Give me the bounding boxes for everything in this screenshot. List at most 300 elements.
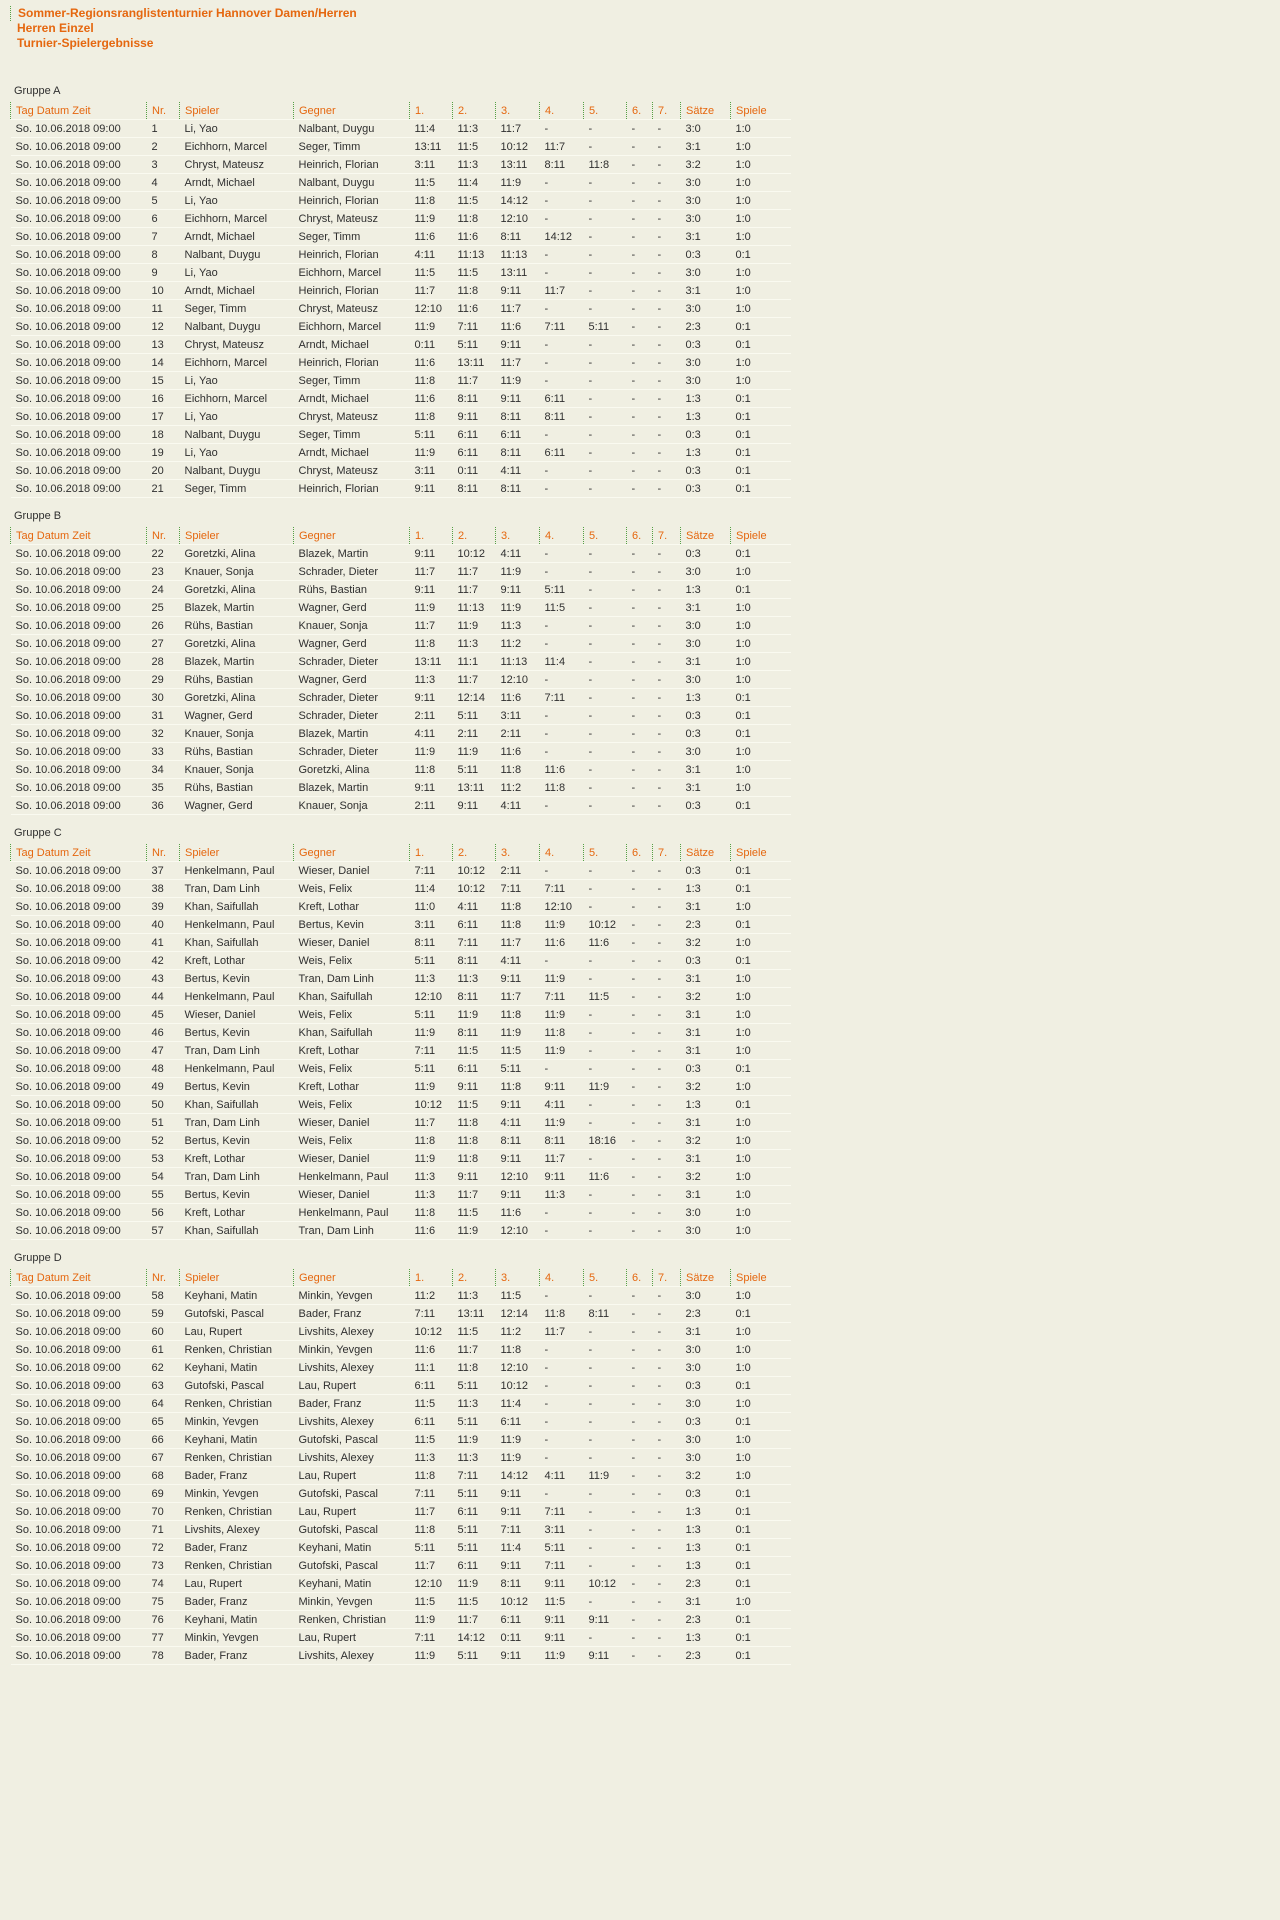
cell-set2: 11:8 bbox=[453, 1114, 496, 1132]
cell-gegner: Heinrich, Florian bbox=[294, 192, 410, 210]
cell-spiele: 0:1 bbox=[731, 880, 791, 898]
cell-set5: - bbox=[584, 1204, 627, 1222]
cell-date: So. 10.06.2018 09:00 bbox=[11, 599, 147, 617]
cell-spiele: 1:0 bbox=[731, 354, 791, 372]
cell-saetze: 1:3 bbox=[681, 1503, 731, 1521]
cell-spieler: Gutofski, Pascal bbox=[180, 1305, 294, 1323]
column-header-set5: 5. bbox=[584, 527, 627, 545]
cell-set5: - bbox=[584, 1006, 627, 1024]
cell-nr: 4 bbox=[147, 174, 180, 192]
column-header-set5: 5. bbox=[584, 1269, 627, 1287]
cell-set1: 11:9 bbox=[410, 444, 453, 462]
cell-spiele: 1:0 bbox=[731, 1078, 791, 1096]
cell-set1: 7:11 bbox=[410, 1042, 453, 1060]
cell-set2: 11:8 bbox=[453, 210, 496, 228]
cell-set2: 13:11 bbox=[453, 1305, 496, 1323]
cell-date: So. 10.06.2018 09:00 bbox=[11, 797, 147, 815]
cell-gegner: Blazek, Martin bbox=[294, 779, 410, 797]
cell-set1: 11:8 bbox=[410, 1521, 453, 1539]
match-row-68 bbox=[11, 1467, 791, 1485]
cell-nr: 5 bbox=[147, 192, 180, 210]
cell-set3: 11:8 bbox=[496, 1341, 540, 1359]
cell-set1: 7:11 bbox=[410, 862, 453, 880]
cell-spieler: Eichhorn, Marcel bbox=[180, 210, 294, 228]
match-row-23 bbox=[11, 563, 791, 581]
match-row-24 bbox=[11, 581, 791, 599]
cell-set5: - bbox=[584, 1060, 627, 1078]
column-header-set6: 6. bbox=[627, 102, 653, 120]
cell-spieler: Gutofski, Pascal bbox=[180, 1377, 294, 1395]
cell-set3: 13:11 bbox=[496, 156, 540, 174]
column-header-gegner: Gegner bbox=[294, 1269, 410, 1287]
cell-set5: - bbox=[584, 354, 627, 372]
cell-set5: - bbox=[584, 1485, 627, 1503]
cell-spiele: 0:1 bbox=[731, 862, 791, 880]
cell-spiele: 1:0 bbox=[731, 156, 791, 174]
cell-nr: 23 bbox=[147, 563, 180, 581]
cell-nr: 25 bbox=[147, 599, 180, 617]
cell-spiele: 1:0 bbox=[731, 743, 791, 761]
cell-gegner: Kreft, Lothar bbox=[294, 898, 410, 916]
cell-set4: 14:12 bbox=[540, 228, 584, 246]
cell-spiele: 1:0 bbox=[731, 671, 791, 689]
column-header-set4: 4. bbox=[540, 1269, 584, 1287]
match-row-11 bbox=[11, 300, 791, 318]
cell-date: So. 10.06.2018 09:00 bbox=[11, 1359, 147, 1377]
cell-gegner: Arndt, Michael bbox=[294, 390, 410, 408]
cell-saetze: 1:3 bbox=[681, 1539, 731, 1557]
cell-set1: 11:9 bbox=[410, 1611, 453, 1629]
cell-spiele: 0:1 bbox=[731, 689, 791, 707]
cell-set4: - bbox=[540, 480, 584, 498]
cell-saetze: 3:1 bbox=[681, 1024, 731, 1042]
cell-set2: 11:7 bbox=[453, 372, 496, 390]
cell-set7: - bbox=[653, 210, 681, 228]
cell-set1: 11:6 bbox=[410, 228, 453, 246]
cell-spieler: Renken, Christian bbox=[180, 1449, 294, 1467]
cell-set5: - bbox=[584, 599, 627, 617]
cell-date: So. 10.06.2018 09:00 bbox=[11, 1114, 147, 1132]
cell-set1: 11:5 bbox=[410, 174, 453, 192]
cell-gegner: Blazek, Martin bbox=[294, 725, 410, 743]
cell-set3: 13:11 bbox=[496, 264, 540, 282]
cell-set3: 9:11 bbox=[496, 390, 540, 408]
column-header-set4: 4. bbox=[540, 844, 584, 862]
cell-spiele: 0:1 bbox=[731, 480, 791, 498]
cell-set5: - bbox=[584, 970, 627, 988]
cell-set3: 10:12 bbox=[496, 1377, 540, 1395]
cell-saetze: 2:3 bbox=[681, 1611, 731, 1629]
cell-set1: 11:8 bbox=[410, 1467, 453, 1485]
cell-gegner: Bader, Franz bbox=[294, 1395, 410, 1413]
cell-saetze: 3:0 bbox=[681, 354, 731, 372]
cell-set3: 11:3 bbox=[496, 617, 540, 635]
column-header-nr: Nr. bbox=[147, 527, 180, 545]
cell-set6: - bbox=[627, 988, 653, 1006]
cell-set6: - bbox=[627, 1060, 653, 1078]
cell-set3: 4:11 bbox=[496, 462, 540, 480]
column-header-set3: 3. bbox=[496, 527, 540, 545]
cell-nr: 64 bbox=[147, 1395, 180, 1413]
cell-date: So. 10.06.2018 09:00 bbox=[11, 408, 147, 426]
cell-saetze: 1:3 bbox=[681, 880, 731, 898]
cell-set6: - bbox=[627, 1078, 653, 1096]
cell-gegner: Bertus, Kevin bbox=[294, 916, 410, 934]
cell-set1: 11:9 bbox=[410, 1647, 453, 1665]
cell-set6: - bbox=[627, 797, 653, 815]
cell-set1: 11:7 bbox=[410, 1503, 453, 1521]
cell-set2: 11:3 bbox=[453, 1449, 496, 1467]
match-row-77 bbox=[11, 1629, 791, 1647]
cell-set1: 11:9 bbox=[410, 210, 453, 228]
cell-spieler: Arndt, Michael bbox=[180, 282, 294, 300]
cell-set6: - bbox=[627, 246, 653, 264]
cell-set1: 0:11 bbox=[410, 336, 453, 354]
cell-saetze: 3:2 bbox=[681, 1078, 731, 1096]
cell-spieler: Rühs, Bastian bbox=[180, 617, 294, 635]
match-row-65 bbox=[11, 1413, 791, 1431]
cell-date: So. 10.06.2018 09:00 bbox=[11, 1042, 147, 1060]
cell-spiele: 0:1 bbox=[731, 444, 791, 462]
cell-set4: - bbox=[540, 1341, 584, 1359]
cell-date: So. 10.06.2018 09:00 bbox=[11, 970, 147, 988]
match-row-72 bbox=[11, 1539, 791, 1557]
table-header-row bbox=[11, 1269, 791, 1287]
cell-date: So. 10.06.2018 09:00 bbox=[11, 1006, 147, 1024]
cell-set5: - bbox=[584, 390, 627, 408]
cell-set4: 11:9 bbox=[540, 1006, 584, 1024]
cell-set7: - bbox=[653, 761, 681, 779]
cell-set5: - bbox=[584, 282, 627, 300]
match-row-59 bbox=[11, 1305, 791, 1323]
report-title: Turnier-Spielergebnisse bbox=[17, 36, 154, 50]
cell-set6: - bbox=[627, 1114, 653, 1132]
cell-saetze: 0:3 bbox=[681, 1413, 731, 1431]
match-row-27 bbox=[11, 635, 791, 653]
cell-spieler: Arndt, Michael bbox=[180, 228, 294, 246]
cell-date: So. 10.06.2018 09:00 bbox=[11, 1611, 147, 1629]
cell-set4: - bbox=[540, 426, 584, 444]
cell-set7: - bbox=[653, 1521, 681, 1539]
column-header-set1: 1. bbox=[410, 1269, 453, 1287]
cell-gegner: Tran, Dam Linh bbox=[294, 970, 410, 988]
cell-date: So. 10.06.2018 09:00 bbox=[11, 862, 147, 880]
column-header-gegner: Gegner bbox=[294, 102, 410, 120]
cell-set6: - bbox=[627, 1575, 653, 1593]
cell-set3: 9:11 bbox=[496, 1096, 540, 1114]
cell-spieler: Henkelmann, Paul bbox=[180, 916, 294, 934]
cell-spiele: 0:1 bbox=[731, 1557, 791, 1575]
cell-spiele: 0:1 bbox=[731, 1305, 791, 1323]
cell-saetze: 0:3 bbox=[681, 1060, 731, 1078]
cell-nr: 8 bbox=[147, 246, 180, 264]
cell-set2: 11:8 bbox=[453, 1132, 496, 1150]
cell-spieler: Keyhani, Matin bbox=[180, 1431, 294, 1449]
cell-nr: 21 bbox=[147, 480, 180, 498]
cell-set5: - bbox=[584, 1539, 627, 1557]
cell-set1: 11:8 bbox=[410, 635, 453, 653]
column-header-set6: 6. bbox=[627, 1269, 653, 1287]
cell-spiele: 1:0 bbox=[731, 563, 791, 581]
cell-spieler: Tran, Dam Linh bbox=[180, 880, 294, 898]
cell-set7: - bbox=[653, 1168, 681, 1186]
cell-set1: 11:3 bbox=[410, 671, 453, 689]
match-row-12 bbox=[11, 318, 791, 336]
cell-set4: 5:11 bbox=[540, 581, 584, 599]
cell-set5: - bbox=[584, 372, 627, 390]
cell-set2: 11:7 bbox=[453, 563, 496, 581]
table-body bbox=[11, 862, 791, 1240]
match-row-37 bbox=[11, 862, 791, 880]
cell-spiele: 0:1 bbox=[731, 1575, 791, 1593]
cell-set2: 11:5 bbox=[453, 1042, 496, 1060]
cell-set1: 4:11 bbox=[410, 725, 453, 743]
cell-set7: - bbox=[653, 1503, 681, 1521]
cell-set6: - bbox=[627, 761, 653, 779]
cell-set7: - bbox=[653, 563, 681, 581]
cell-date: So. 10.06.2018 09:00 bbox=[11, 689, 147, 707]
cell-set6: - bbox=[627, 1341, 653, 1359]
cell-saetze: 3:1 bbox=[681, 653, 731, 671]
column-header-set2: 2. bbox=[453, 527, 496, 545]
page-title-block bbox=[10, 6, 810, 51]
cell-spieler: Nalbant, Duygu bbox=[180, 426, 294, 444]
cell-nr: 42 bbox=[147, 952, 180, 970]
cell-saetze: 3:1 bbox=[681, 761, 731, 779]
cell-set1: 11:6 bbox=[410, 1222, 453, 1240]
cell-set3: 11:8 bbox=[496, 761, 540, 779]
cell-set7: - bbox=[653, 1323, 681, 1341]
cell-set1: 11:1 bbox=[410, 1359, 453, 1377]
cell-spiele: 1:0 bbox=[731, 1449, 791, 1467]
table-body bbox=[11, 120, 791, 498]
cell-spiele: 1:0 bbox=[731, 1287, 791, 1305]
cell-set3: 11:8 bbox=[496, 1078, 540, 1096]
match-row-50 bbox=[11, 1096, 791, 1114]
column-header-nr: Nr. bbox=[147, 1269, 180, 1287]
column-header-set2: 2. bbox=[453, 102, 496, 120]
cell-set7: - bbox=[653, 246, 681, 264]
cell-set3: 9:11 bbox=[496, 1503, 540, 1521]
cell-spieler: Li, Yao bbox=[180, 372, 294, 390]
column-header-set1: 1. bbox=[410, 102, 453, 120]
cell-set6: - bbox=[627, 581, 653, 599]
cell-set2: 2:11 bbox=[453, 725, 496, 743]
cell-spieler: Nalbant, Duygu bbox=[180, 462, 294, 480]
cell-saetze: 3:0 bbox=[681, 192, 731, 210]
cell-set2: 11:3 bbox=[453, 635, 496, 653]
cell-set2: 7:11 bbox=[453, 318, 496, 336]
cell-set1: 11:7 bbox=[410, 563, 453, 581]
cell-date: So. 10.06.2018 09:00 bbox=[11, 1341, 147, 1359]
cell-set5: - bbox=[584, 1431, 627, 1449]
cell-spieler: Keyhani, Matin bbox=[180, 1287, 294, 1305]
cell-set5: - bbox=[584, 1222, 627, 1240]
cell-spiele: 1:0 bbox=[731, 599, 791, 617]
cell-date: So. 10.06.2018 09:00 bbox=[11, 1467, 147, 1485]
cell-set6: - bbox=[627, 462, 653, 480]
cell-set7: - bbox=[653, 743, 681, 761]
cell-set4: - bbox=[540, 192, 584, 210]
cell-set5: - bbox=[584, 264, 627, 282]
cell-set2: 5:11 bbox=[453, 1521, 496, 1539]
cell-date: So. 10.06.2018 09:00 bbox=[11, 1395, 147, 1413]
cell-set3: 12:10 bbox=[496, 671, 540, 689]
cell-saetze: 0:3 bbox=[681, 336, 731, 354]
cell-gegner: Gutofski, Pascal bbox=[294, 1557, 410, 1575]
cell-set7: - bbox=[653, 1096, 681, 1114]
cell-set1: 11:3 bbox=[410, 970, 453, 988]
cell-set4: - bbox=[540, 120, 584, 138]
cell-set4: - bbox=[540, 300, 584, 318]
cell-spiele: 1:0 bbox=[731, 1006, 791, 1024]
cell-set7: - bbox=[653, 1150, 681, 1168]
cell-set3: 11:7 bbox=[496, 354, 540, 372]
cell-set4: 11:9 bbox=[540, 1647, 584, 1665]
cell-set7: - bbox=[653, 1449, 681, 1467]
cell-set5: - bbox=[584, 480, 627, 498]
cell-set5: - bbox=[584, 653, 627, 671]
cell-gegner: Wieser, Daniel bbox=[294, 934, 410, 952]
cell-set6: - bbox=[627, 1287, 653, 1305]
cell-saetze: 1:3 bbox=[681, 390, 731, 408]
match-row-48 bbox=[11, 1060, 791, 1078]
column-header-gegner: Gegner bbox=[294, 527, 410, 545]
cell-set3: 12:10 bbox=[496, 1168, 540, 1186]
cell-nr: 32 bbox=[147, 725, 180, 743]
cell-set5: - bbox=[584, 300, 627, 318]
cell-gegner: Arndt, Michael bbox=[294, 336, 410, 354]
cell-set4: 9:11 bbox=[540, 1611, 584, 1629]
cell-spiele: 1:0 bbox=[731, 228, 791, 246]
cell-nr: 53 bbox=[147, 1150, 180, 1168]
cell-date: So. 10.06.2018 09:00 bbox=[11, 1132, 147, 1150]
cell-set4: 11:7 bbox=[540, 138, 584, 156]
cell-date: So. 10.06.2018 09:00 bbox=[11, 1629, 147, 1647]
match-row-71 bbox=[11, 1521, 791, 1539]
cell-spieler: Li, Yao bbox=[180, 408, 294, 426]
cell-gegner: Schrader, Dieter bbox=[294, 707, 410, 725]
cell-set2: 5:11 bbox=[453, 761, 496, 779]
cell-set3: 4:11 bbox=[496, 545, 540, 563]
cell-spieler: Tran, Dam Linh bbox=[180, 1114, 294, 1132]
cell-set1: 11:7 bbox=[410, 282, 453, 300]
cell-set6: - bbox=[627, 1150, 653, 1168]
cell-set7: - bbox=[653, 1359, 681, 1377]
cell-set6: - bbox=[627, 426, 653, 444]
cell-saetze: 3:0 bbox=[681, 635, 731, 653]
cell-set2: 11:3 bbox=[453, 1287, 496, 1305]
match-row-43 bbox=[11, 970, 791, 988]
cell-set4: - bbox=[540, 246, 584, 264]
cell-set7: - bbox=[653, 174, 681, 192]
cell-set4: - bbox=[540, 174, 584, 192]
group-label-2: Gruppe B bbox=[14, 510, 62, 522]
cell-spieler: Kreft, Lothar bbox=[180, 1150, 294, 1168]
column-header-saetze: Sätze bbox=[681, 1269, 731, 1287]
cell-date: So. 10.06.2018 09:00 bbox=[11, 1485, 147, 1503]
cell-nr: 62 bbox=[147, 1359, 180, 1377]
cell-date: So. 10.06.2018 09:00 bbox=[11, 952, 147, 970]
cell-set5: 11:9 bbox=[584, 1467, 627, 1485]
cell-set2: 11:3 bbox=[453, 120, 496, 138]
match-row-46 bbox=[11, 1024, 791, 1042]
column-header-set5: 5. bbox=[584, 844, 627, 862]
cell-set1: 11:8 bbox=[410, 761, 453, 779]
cell-spiele: 1:0 bbox=[731, 282, 791, 300]
cell-set3: 12:10 bbox=[496, 1222, 540, 1240]
cell-set5: - bbox=[584, 1186, 627, 1204]
cell-set7: - bbox=[653, 426, 681, 444]
cell-saetze: 2:3 bbox=[681, 1305, 731, 1323]
cell-set5: 11:9 bbox=[584, 1078, 627, 1096]
cell-set1: 10:12 bbox=[410, 1323, 453, 1341]
cell-set6: - bbox=[627, 1377, 653, 1395]
cell-set1: 11:3 bbox=[410, 1449, 453, 1467]
cell-set6: - bbox=[627, 156, 653, 174]
cell-spiele: 0:1 bbox=[731, 390, 791, 408]
cell-set4: 6:11 bbox=[540, 390, 584, 408]
cell-spiele: 1:0 bbox=[731, 898, 791, 916]
cell-set1: 13:11 bbox=[410, 138, 453, 156]
cell-set5: - bbox=[584, 1593, 627, 1611]
cell-set4: - bbox=[540, 635, 584, 653]
cell-set7: - bbox=[653, 138, 681, 156]
table-body bbox=[11, 1287, 791, 1665]
results-table bbox=[10, 1269, 791, 1665]
cell-set6: - bbox=[627, 138, 653, 156]
cell-date: So. 10.06.2018 09:00 bbox=[11, 1503, 147, 1521]
cell-set7: - bbox=[653, 617, 681, 635]
cell-spieler: Renken, Christian bbox=[180, 1341, 294, 1359]
column-header-date: Tag Datum Zeit bbox=[11, 527, 147, 545]
cell-nr: 71 bbox=[147, 1521, 180, 1539]
cell-gegner: Heinrich, Florian bbox=[294, 354, 410, 372]
match-row-13 bbox=[11, 336, 791, 354]
cell-set4: 7:11 bbox=[540, 988, 584, 1006]
cell-set5: - bbox=[584, 1521, 627, 1539]
cell-date: So. 10.06.2018 09:00 bbox=[11, 210, 147, 228]
cell-saetze: 3:0 bbox=[681, 372, 731, 390]
cell-set2: 11:9 bbox=[453, 617, 496, 635]
cell-set6: - bbox=[627, 862, 653, 880]
cell-gegner: Nalbant, Duygu bbox=[294, 174, 410, 192]
cell-date: So. 10.06.2018 09:00 bbox=[11, 1431, 147, 1449]
cell-saetze: 3:0 bbox=[681, 1359, 731, 1377]
cell-spiele: 0:1 bbox=[731, 1503, 791, 1521]
cell-set2: 11:5 bbox=[453, 138, 496, 156]
cell-set6: - bbox=[627, 1096, 653, 1114]
cell-gegner: Bader, Franz bbox=[294, 1305, 410, 1323]
cell-set6: - bbox=[627, 300, 653, 318]
cell-set2: 11:9 bbox=[453, 1222, 496, 1240]
cell-set4: 7:11 bbox=[540, 689, 584, 707]
cell-nr: 37 bbox=[147, 862, 180, 880]
cell-spieler: Li, Yao bbox=[180, 444, 294, 462]
cell-nr: 31 bbox=[147, 707, 180, 725]
cell-nr: 39 bbox=[147, 898, 180, 916]
cell-set1: 12:10 bbox=[410, 1575, 453, 1593]
cell-spiele: 0:1 bbox=[731, 426, 791, 444]
cell-set7: - bbox=[653, 635, 681, 653]
cell-set5: - bbox=[584, 138, 627, 156]
cell-spiele: 1:0 bbox=[731, 1323, 791, 1341]
cell-set3: 9:11 bbox=[496, 581, 540, 599]
match-row-16 bbox=[11, 390, 791, 408]
cell-set3: 9:11 bbox=[496, 1150, 540, 1168]
cell-set7: - bbox=[653, 1575, 681, 1593]
cell-set4: 11:9 bbox=[540, 1114, 584, 1132]
